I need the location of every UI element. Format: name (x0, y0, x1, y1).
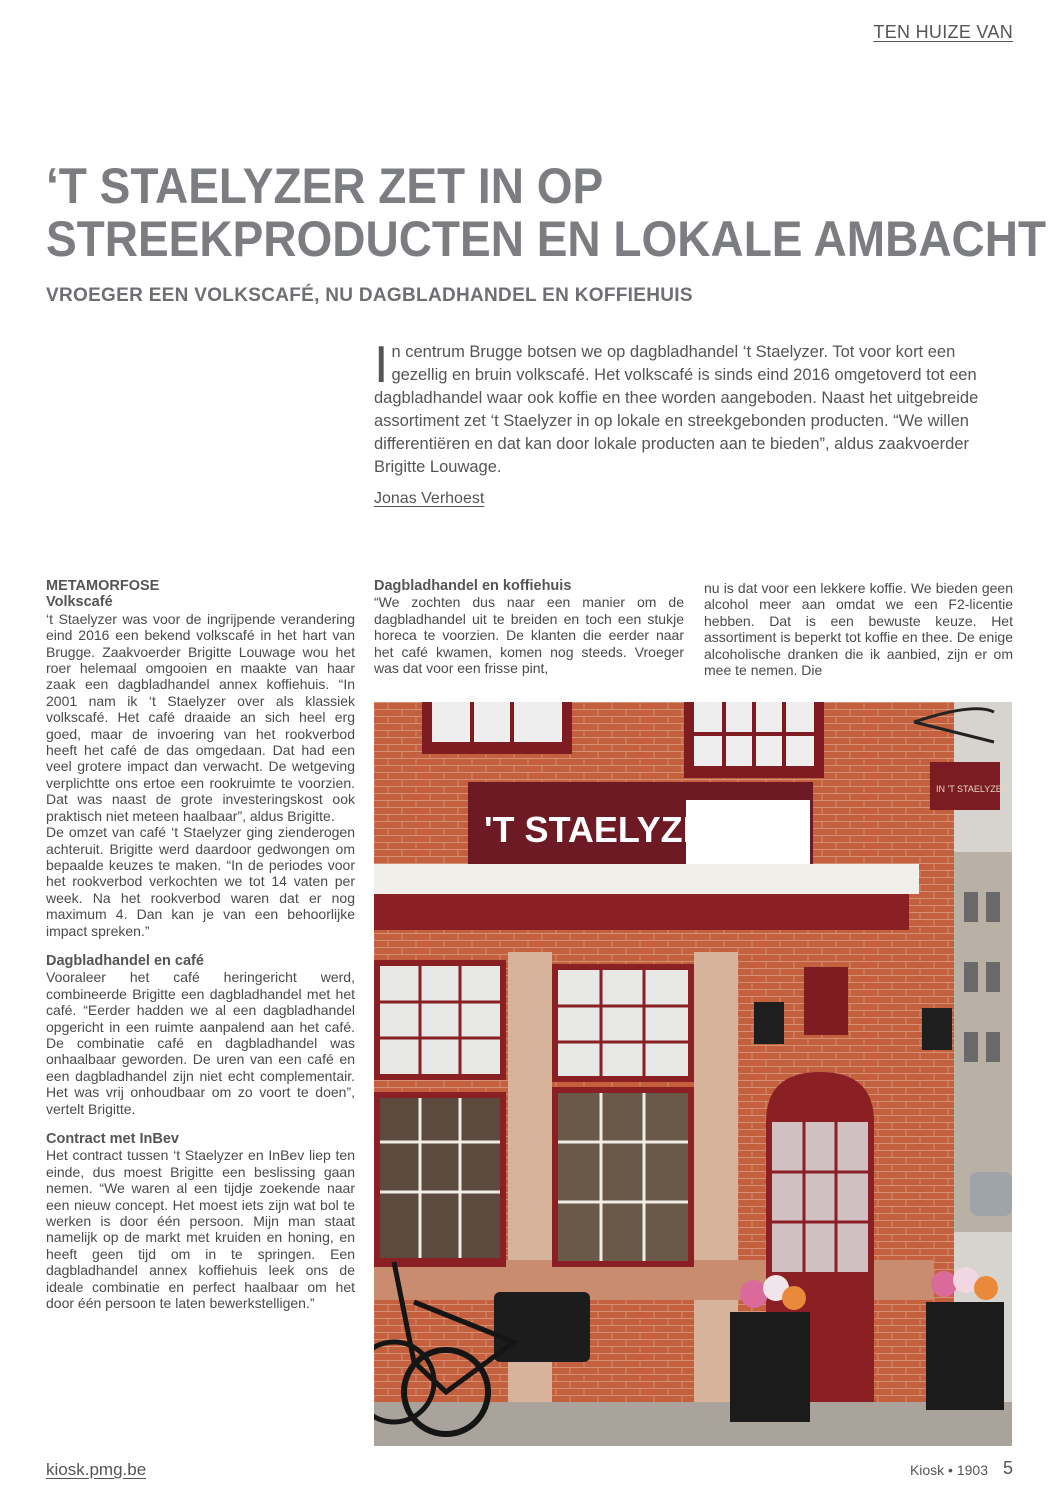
headline-line-1: ‘T STAELYZER ZET IN OP (46, 158, 604, 214)
headline-line-2: STREEKPRODUCTEN EN LOKALE AMBACHT (46, 211, 1047, 267)
section-heading-dagbladhandel-cafe: Dagbladhandel en café (46, 952, 204, 969)
kicker-heading: METAMORFOSE (46, 578, 160, 594)
paragraph: nu is dat voor een lekkere koffie. We bieden geen alcohol meer aan omdat we een F2-licentie hebben. Dat is een bewuste keuze. Het assortiment is beperkt tot koffie en thee. De enige alcoholische dranken die ik aanbied, zijn er om mee te nemen. Die (704, 580, 1013, 679)
intro-paragraph (374, 336, 1006, 479)
headline (46, 158, 1047, 267)
paragraph: De omzet van café ‘t Staelyzer ging zienderogen achteruit. Brigitte werd daardoor gedwongen om bepaalde keuzes te maken. “In de periodes voor het rookverbod verkochten we tot 14 vaten per week. Na het rookverbod waren dat er nog maximum 4. Dan kan je van een behoorlijke impact spreken.” (46, 824, 355, 939)
article-column-3 (704, 580, 1013, 678)
section-label: TEN HUIZE VAN (873, 22, 1013, 42)
author-byline[interactable]: Jonas Verhoest (374, 490, 485, 507)
hanging-sign-text: IN 'T STAELYZER (936, 784, 1009, 794)
paragraph: Vooraleer het café heringericht werd, combineerde Brigitte een dagbladhandel met het café. “Eerder hadden we al een dagbladhandel opgericht in een ruimte aanpalend aan het café. De combinatie café en dagbladhandel was onhaalbaar geworden. De uren van een café en een dagbladhandel zijn niet echt complementair. Het was vrij onhoudbaar om zo voort te doen”, vertelt Brigitte. (46, 969, 355, 1117)
drop-cap: I (374, 336, 389, 394)
section-heading-dagbladhandel-koffiehuis: Dagbladhandel en koffiehuis (374, 578, 572, 594)
paragraph: “We zochten dus naar een manier om de dagbladhandel uit te breiden en toch een stukje horeca te voorzien. De klanten die eerder naar het café kwamen, komen nog steeds. Vroeger was dat voor een frisse pint, (374, 594, 684, 677)
paragraph: ‘t Staelyzer was voor de ingrijpende verandering eind 2016 een bekend volkscafé in het hart van Brugge. Zaakvoerder Brigitte Louwage wou het roer helemaal omgooien en maakte van haar zaak een dagbladhandel annex koffiehuis. “In 2001 nam ik ‘t Staelyzer over als klassiek volkscafé. Het café draaide an sich heel erg goed, maar de invoering van het rookverbod heeft het café de das omgedaan. Dat had een veel grotere impact dan verwacht. De wetgeving verplichtte ons ertoe een rookruimte te voorzien. Dat was naast de grote investeringskost ook praktisch niet meteen haalbaar”, aldus Brigitte. (46, 610, 355, 824)
magazine-issue: Kiosk • 1903 (909, 1462, 988, 1478)
paragraph: Het contract tussen ‘t Staelyzer en InBev liep ten einde, dus moest Brigitte een beslissing gaan nemen. “We waren al een tijdje zoekende naar een nieuw concept. Het moest iets zijn wat bol te werken is door één persoon. Mijn man staat namelijk op de markt met kruiden en honing, en heeft geen tijd om in te springen. Een dagbladhandel annex koffiehuis leek ons de ideale combinatie en perfect haalbaar om het door één persoon te laten bewerkstelligen.” (46, 1147, 355, 1312)
website-link[interactable]: kiosk.pmg.be (46, 1460, 147, 1479)
subheadline: VROEGER EEN VOLKSCAFÉ, NU DAGBLADHANDEL EN KOFFIEHUIS (46, 285, 693, 306)
article-column-1 (46, 578, 355, 1311)
page-number: 5 (1002, 1458, 1013, 1478)
section-heading-contract-inbev: Contract met InBev (46, 1131, 179, 1147)
article-column-2 (374, 578, 684, 676)
storefront-photo (374, 702, 1012, 1446)
shop-sign-text: 'T STAELYZER (484, 809, 733, 850)
section-heading-volkscafe: Volkscafé (46, 594, 113, 611)
intro-text: n centrum Brugge botsen we op dagbladhandel ‘t Staelyzer. Tot voor kort een gezellig en bruin volkscafé. Het volkscafé is sinds eind 2016 omgetoverd tot een dagbladhandel waar ook koffie en thee worden aangeboden. Naast het uitgebreide assortiment zet ‘t Staelyzer in op lokale en streekgebonden producten. “We willen differentiëren en dat kan door lokale producten aan te bieden”, aldus zaakvoerder Brigitte Louwage. (374, 343, 979, 476)
